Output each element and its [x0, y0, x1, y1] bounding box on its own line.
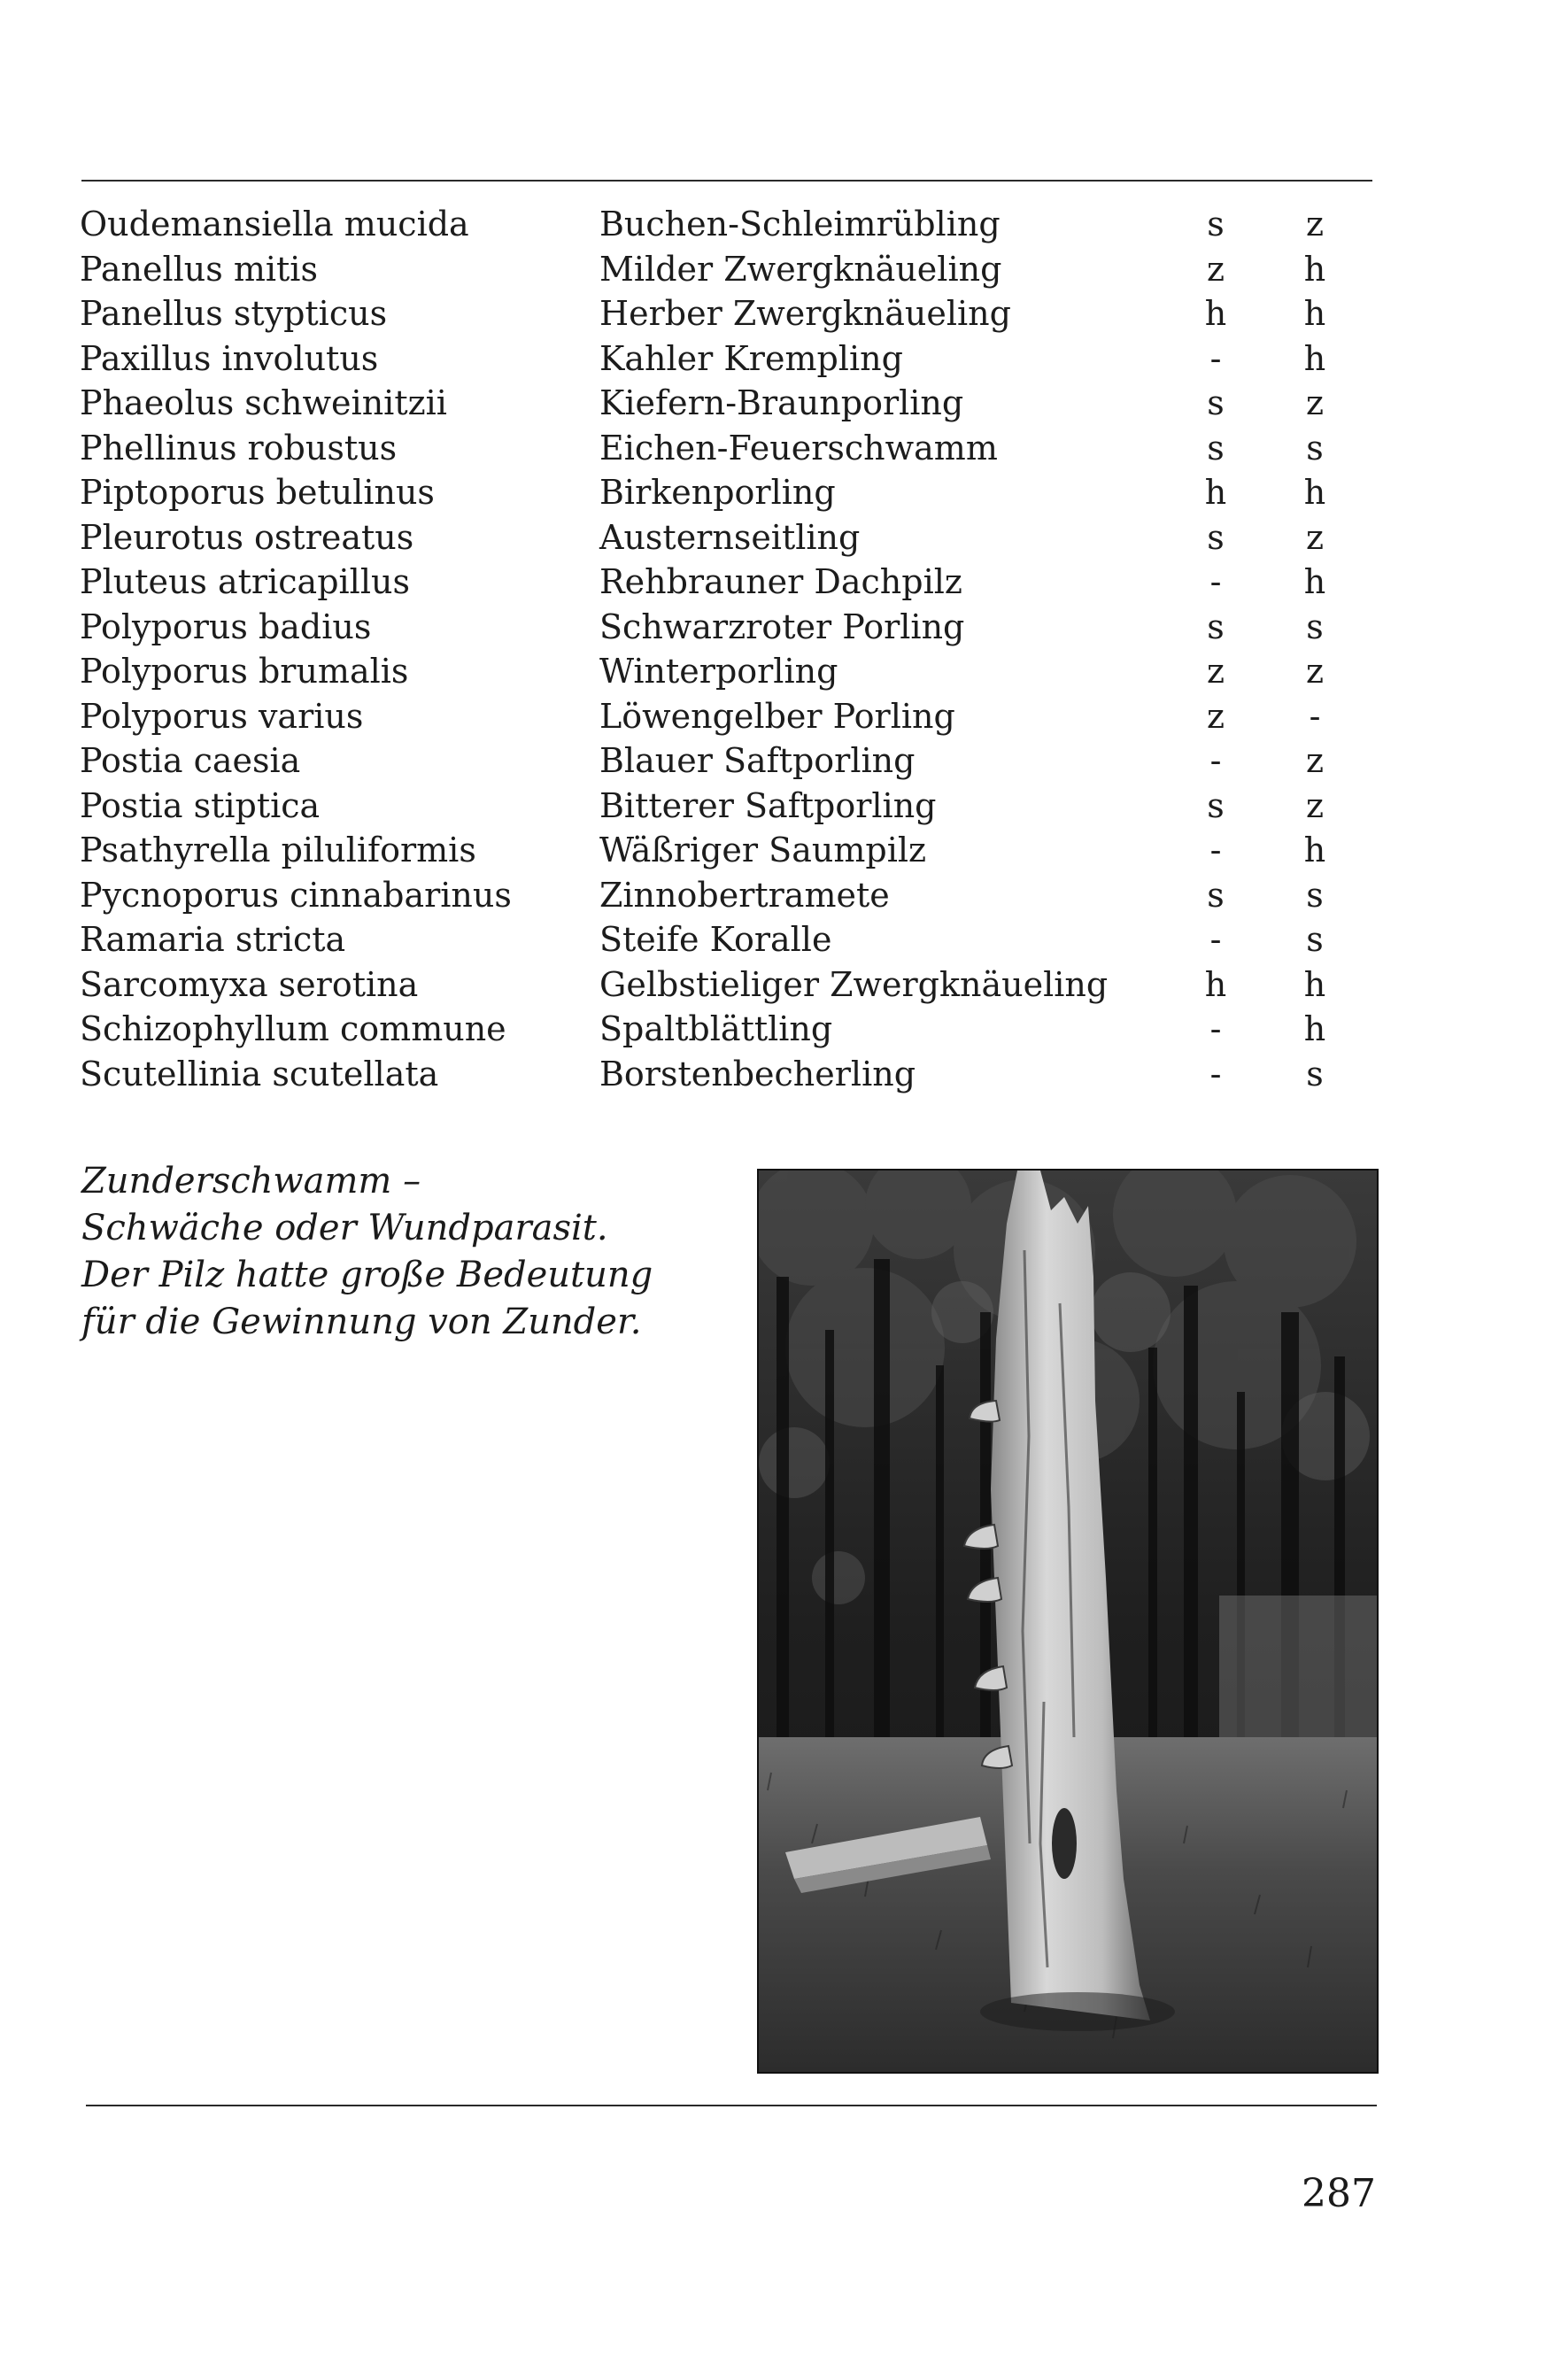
- rating-b-cell: z: [1305, 383, 1325, 422]
- table-row: [80, 962, 1364, 1008]
- table-row: [80, 247, 1364, 292]
- table-row: [80, 784, 1364, 829]
- latin-name-cell: Scutellinia scutellata: [80, 1054, 439, 1093]
- latin-name-cell: Panellus mitis: [80, 249, 318, 289]
- caption-line: Zunderschwamm –: [81, 1161, 421, 1202]
- top-rule: [81, 180, 1372, 182]
- table-row: [80, 649, 1364, 694]
- latin-name-cell: Pycnoporus cinnabarinus: [80, 875, 512, 915]
- table-row: [80, 917, 1364, 962]
- latin-name-cell: Sarcomyxa serotina: [80, 964, 419, 1004]
- rating-b-cell: s: [1306, 428, 1324, 468]
- table-row: [80, 426, 1364, 471]
- german-name-cell: Bitterer Saftporling: [599, 785, 937, 825]
- german-name-cell: Birkenporling: [599, 473, 836, 512]
- table-row: [80, 202, 1364, 247]
- table-row: [80, 605, 1364, 650]
- latin-name-cell: Pluteus atricapillus: [80, 562, 410, 601]
- photo-caption: [81, 1158, 719, 1346]
- rating-a-cell: z: [1206, 696, 1225, 736]
- latin-name-cell: Phaeolus schweinitzii: [80, 383, 447, 422]
- latin-name-cell: Ramaria stricta: [80, 920, 346, 959]
- rating-a-cell: s: [1207, 517, 1225, 557]
- german-name-cell: Gelbstieliger Zwergknäueling: [599, 964, 1109, 1004]
- rating-a-cell: s: [1207, 428, 1225, 468]
- rating-b-cell: z: [1305, 741, 1325, 780]
- german-name-cell: Steife Koralle: [599, 920, 832, 959]
- german-name-cell: Blauer Saftporling: [599, 741, 916, 780]
- table-row: [80, 515, 1364, 560]
- rating-b-cell: s: [1306, 875, 1324, 915]
- rating-a-cell: s: [1207, 785, 1225, 825]
- caption-line: für die Gewinnung von Zunder.: [81, 1302, 642, 1342]
- latin-name-cell: Psathyrella piluliformis: [80, 831, 476, 869]
- rating-a-cell: s: [1207, 383, 1225, 422]
- caption-line: Schwäche oder Wundparasit.: [81, 1208, 608, 1248]
- german-name-cell: Buchen-Schleimrübling: [599, 205, 1001, 243]
- rating-a-cell: -: [1209, 831, 1222, 869]
- german-name-cell: Borstenbecherling: [599, 1054, 916, 1093]
- table-row: [80, 560, 1364, 605]
- rating-b-cell: s: [1306, 1054, 1324, 1093]
- table-row: [80, 381, 1364, 426]
- latin-name-cell: Polyporus brumalis: [80, 652, 409, 691]
- table-row: [80, 1007, 1364, 1052]
- german-name-cell: Wäßriger Saumpilz: [599, 831, 927, 869]
- latin-name-cell: Pleurotus ostreatus: [80, 517, 414, 557]
- german-name-cell: Milder Zwergknäueling: [599, 249, 1002, 289]
- rating-a-cell: -: [1209, 1054, 1222, 1093]
- rating-a-cell: h: [1204, 964, 1227, 1004]
- table-row: [80, 828, 1364, 873]
- german-name-cell: Eichen-Feuerschwamm: [599, 428, 998, 468]
- german-name-cell: Löwengelber Porling: [599, 696, 955, 736]
- german-name-cell: Herber Zwergknäueling: [599, 294, 1011, 333]
- table-row: [80, 873, 1364, 918]
- german-name-cell: Austernseitling: [599, 517, 861, 557]
- rating-a-cell: z: [1206, 652, 1225, 691]
- rating-a-cell: s: [1207, 875, 1225, 915]
- rating-b-cell: -: [1309, 696, 1321, 736]
- rating-b-cell: h: [1303, 249, 1326, 289]
- rating-a-cell: h: [1204, 473, 1227, 512]
- latin-name-cell: Oudemansiella mucida: [80, 205, 469, 243]
- tinder-fungus-tree-photo: [757, 1169, 1379, 2074]
- german-name-cell: Kahler Krempling: [599, 338, 903, 378]
- species-table-body: [80, 202, 1364, 1096]
- german-name-cell: Kiefern-Braunporling: [599, 383, 964, 422]
- latin-name-cell: Piptoporus betulinus: [80, 473, 435, 512]
- bottom-rule: [86, 2105, 1377, 2106]
- rating-a-cell: s: [1207, 205, 1225, 243]
- page-number: 287: [1302, 2171, 1376, 2216]
- rating-b-cell: z: [1305, 785, 1325, 825]
- rating-a-cell: -: [1209, 741, 1222, 780]
- german-name-cell: Schwarzroter Porling: [599, 607, 965, 646]
- rating-b-cell: h: [1303, 338, 1326, 378]
- latin-name-cell: Postia caesia: [80, 741, 301, 780]
- german-name-cell: Rehbrauner Dachpilz: [599, 562, 962, 601]
- rating-b-cell: h: [1303, 562, 1326, 601]
- rating-b-cell: h: [1303, 294, 1326, 333]
- rating-b-cell: h: [1303, 964, 1326, 1004]
- latin-name-cell: Schizophyllum commune: [80, 1009, 506, 1048]
- german-name-cell: Spaltblättling: [599, 1009, 833, 1048]
- rating-b-cell: s: [1306, 920, 1324, 959]
- rating-b-cell: h: [1303, 1009, 1326, 1048]
- rating-a-cell: -: [1209, 562, 1222, 601]
- rating-b-cell: s: [1306, 607, 1324, 646]
- rating-b-cell: h: [1303, 473, 1326, 512]
- latin-name-cell: Polyporus varius: [80, 696, 364, 736]
- latin-name-cell: Panellus stypticus: [80, 294, 388, 333]
- rating-a-cell: s: [1207, 607, 1225, 646]
- table-row: [80, 1052, 1364, 1097]
- rating-a-cell: z: [1206, 249, 1225, 289]
- table-row: [80, 738, 1364, 784]
- latin-name-cell: Phellinus robustus: [80, 428, 398, 468]
- latin-name-cell: Paxillus involutus: [80, 338, 379, 378]
- table-row: [80, 470, 1364, 515]
- rating-b-cell: z: [1305, 205, 1325, 243]
- photo-illustration: [759, 1171, 1377, 2072]
- german-name-cell: Zinnobertramete: [599, 875, 890, 915]
- caption-line: Der Pilz hatte große Bedeutung: [81, 1255, 653, 1295]
- species-table: [80, 202, 1364, 1096]
- rating-b-cell: z: [1305, 652, 1325, 691]
- table-row: [80, 694, 1364, 739]
- rating-a-cell: -: [1209, 338, 1222, 378]
- latin-name-cell: Postia stiptica: [80, 785, 321, 825]
- german-name-cell: Winterporling: [599, 652, 838, 691]
- latin-name-cell: Polyporus badius: [80, 607, 372, 646]
- table-row: [80, 291, 1364, 336]
- rating-a-cell: h: [1204, 294, 1227, 333]
- rating-b-cell: z: [1305, 517, 1325, 557]
- rating-a-cell: -: [1209, 1009, 1222, 1048]
- rating-a-cell: -: [1209, 920, 1222, 959]
- rating-b-cell: h: [1303, 831, 1326, 869]
- table-row: [80, 336, 1364, 382]
